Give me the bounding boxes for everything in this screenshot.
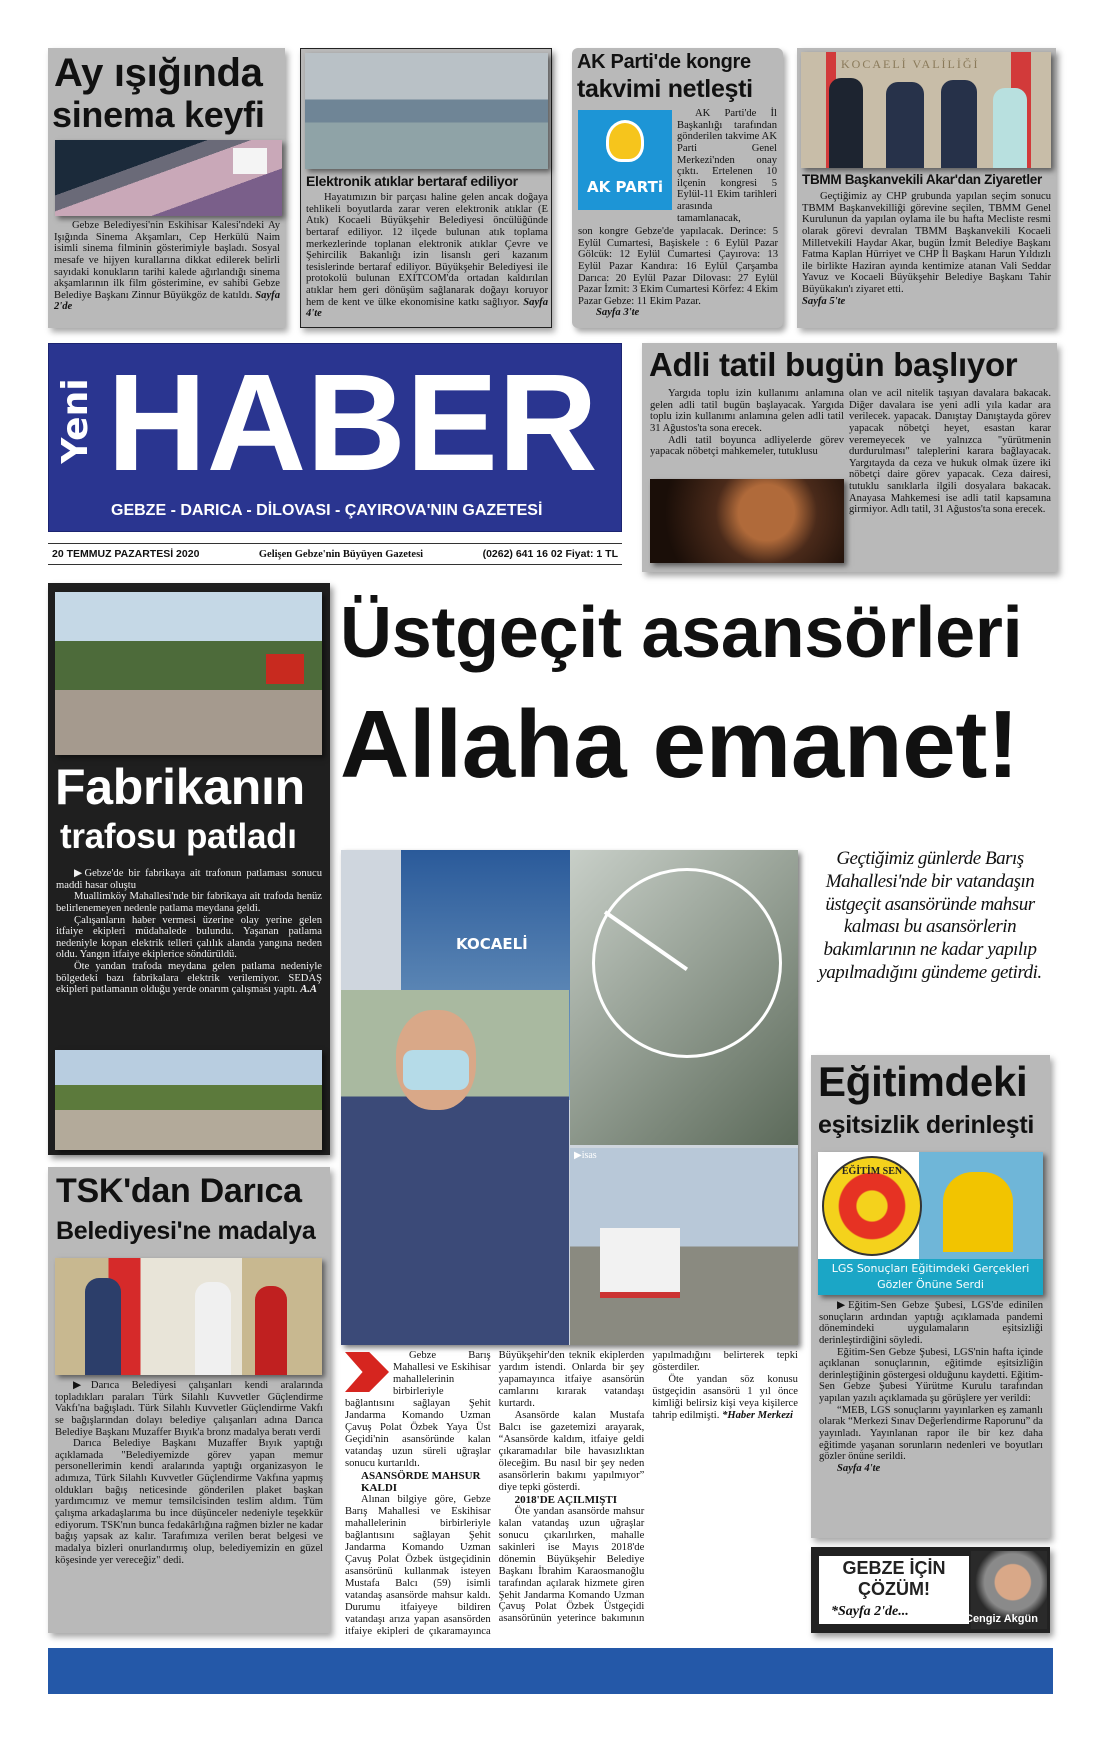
akparti-headline-2: takvimi netleşti bbox=[577, 75, 753, 103]
adli-col1: Yargıda toplu izin kullanımı anlamına gelen adli tatil bugün başlayacak. Yargıda toplu izin kullanımı anlamına gelen adli tatil 31 Ağustos'ta sona erecek. Adli tatil boyunca adliyelerde görev yapacak nöbetçi mahkemeler, tutuklusu bbox=[650, 388, 844, 458]
fabrika-headline-2: trafosu patladı bbox=[60, 817, 297, 856]
person bbox=[195, 1282, 231, 1375]
person bbox=[255, 1286, 287, 1375]
egitim-photo-caption: LGS Sonuçları Eğitimdeki Gerçekleri Gözler Önüne Serdi bbox=[818, 1259, 1043, 1295]
elevator-photo bbox=[570, 850, 798, 1145]
tbmm-photo-sign: KOCAELİ VALİLİĞİ bbox=[841, 57, 980, 71]
masthead-title: HABER bbox=[107, 346, 598, 500]
dateline bbox=[48, 543, 622, 565]
tbmm-body: Geçtiğimiz ay CHP grubunda yapılan seçim sonucu TBMM Başkanvekilliği görevine seçilen, TBMM Genel Kurulunun da yapılan oylama ile bu hafta Mecliste resmi olarak görevi devralan TBMM Başkanvekili Kocaeli Milletvekili Haydar Akar, bugün İzmit Belediye Başkanı Fatma Kaplan Hürriyet ve CHP İl Başkanı Harun Yıldızlı ile birlikte Haziran ayında kentimize atanan Vali Seddar Yavuz ve Kocaeli Büyükşehir Belediye Başkanı Tahir Büyükakın'ı ziyaret etti. Sayfa 5'te bbox=[802, 191, 1051, 307]
column-page-ref: *Sayfa 2'de... bbox=[831, 1604, 909, 1619]
man-photo bbox=[341, 990, 569, 1345]
masthead-prefix: Yeni bbox=[55, 378, 96, 464]
issue-date: 20 TEMMUZ PAZARTESİ 2020 bbox=[52, 548, 200, 560]
author-name: Cengiz Akgün bbox=[965, 1613, 1038, 1625]
akparti-logo-text: AK PARTi bbox=[587, 178, 663, 196]
person bbox=[993, 88, 1027, 168]
story-fabrika[interactable] bbox=[48, 583, 330, 1155]
cinema-headline-2: sinema keyfi bbox=[52, 94, 265, 135]
tsk-photo bbox=[55, 1258, 322, 1375]
main-spot: Geçtiğimiz günlerde Barış Mahallesi'nde bir vatandaşın üstgeçit asansöründe mahsur kalması bu asansörlerin bakımlarının ne kadar yapılıp yapılmadığını gündeme getirdi. bbox=[818, 848, 1042, 983]
ewaste-body: Hayatımızın bir parçası haline gelen ancak doğaya tehlikeli boyutlarda zarar veren elektronik atıklar (E Atık) Kocaeli Büyükşehir Belediyesi öncülüğünde bertaraf ediliyor. 12 ilçede bulunan atık toplama merkezlerinde toplanan elektronik atıklar Çevre ve Şehircilik Bakanlığı izin lisanslı geri kazanım tesislerinde bertaraf ediliyor. Büyükşehir Belediyesi ile protokolü bulunan EXITCOM'da ortadan kaldırılan atıklar hem geri dönüşüm sağlanarak doğayı koruyor hem de kent ve ülke ekonomisine katkı sağlıyor. Sayfa 4'te bbox=[306, 192, 548, 320]
adli-headline: Adli tatil bugün başlıyor bbox=[649, 346, 1018, 383]
person bbox=[886, 82, 924, 168]
cinema-screen bbox=[233, 148, 267, 174]
tsk-headline-2: Belediyesi'ne madalya bbox=[56, 1217, 316, 1245]
gavel-photo bbox=[650, 479, 844, 563]
adli-col2: olan ve acil nitelik taşıyan davalara bakacak. Diğer davalara ise yeni adli yıla kadar ara verilecek. yapacak. Danıştay Danıştayda görev yapacak nöbetçi heyet, esastan karar veremeyecek ve yalnızca "yürütmenin durdurulması" taleplerini karara bağlayacak. Yargıtayda da ceza ve hukuk olmak üzere iki nöbetçi daire görev yapacak. Ceza dairesi, tutuklu sanıklarla ilgili dosyalara bakacak. Anayasa Mahkemesi ise adli tatil kapsamına girmiyor. Adlı tatil, 31 Ağustos'ta sona erecek. bbox=[849, 388, 1051, 516]
akparti-body-bottom: son kongre Gebze'de yapılacak. Derince: 5 Eylül Cumartesi, Başiskele : 6 Eylül Pazar Gölcük: 12 Eylül Cumartesi Çayırova: 13 Eylül Pazar Kandıra: 16 Eylül Çarşamba Darıca: 20 Eylül Pazar Dilovası: 27 Eylül Pazar İzmit: 3 Ekim Cumartesi Körfez: 4 Ekim Pazar Gebze: 11 Ekim Pazar. Sayfa 3'te bbox=[578, 226, 778, 319]
ewaste-photo bbox=[305, 53, 548, 169]
egitim-headline-2: eşitsizlik derinleşti bbox=[818, 1111, 1035, 1139]
tsk-body: ▶Darıca Belediyesi çalışanları kendi aralarında topladıkları paraları Türk Silahlı Kuvvetler Güçlendirme Vakfı'na bağışladı. Türk Silahlı Kuvvetler Güçlendirme Vakfı se bağışlarından dolayı belediye çalışanları adına Darıca Belediye Başkanı Muzaffer Bıyık'a bronz madalya beratı verdi Darıca Belediye Başkanı Muzaffer Bıyık yaptığı açıklamada "Belediyemizde görev yapan memur personellerimin kendi aralarında yaptığı organizasyon le adımıza, Türk Silahlı Kuvvetler Güçlendirme Vakfına yapmış oldukları bağış neticesinde gönderilen plaket başkan yardımcımız ve memur temsilcisinden teslim aldım. Tüm çalışma arkadaşlarıma bu ince düşünceler nedeniyle teşekkür ediyorum. TSK'nın bunca fedakârlığına rağmen bizler ne kadar bağış yapsak az kalır. Tarafımıza verilen berat belgesi ve madalya bizleri onurlandırmış olup, belediyemizin en güzel köşesinde yer vereceğiz" dedi. bbox=[55, 1380, 323, 1566]
tbmm-headline: TBMM Başkanvekili Akar'dan Ziyaretler bbox=[802, 172, 1042, 187]
story-ewaste[interactable] bbox=[300, 48, 552, 328]
story-adli-tatil[interactable] bbox=[642, 343, 1057, 572]
story-tsk[interactable] bbox=[48, 1167, 330, 1633]
story-cinema[interactable] bbox=[48, 48, 285, 328]
main-headline-1: Üstgeçit asansörleri bbox=[340, 593, 1023, 673]
lightbulb-icon bbox=[606, 120, 644, 162]
cinema-photo bbox=[55, 140, 282, 216]
student-photo bbox=[943, 1172, 1013, 1252]
slogan: Gelişen Gebze'nin Büyüyen Gazetesi bbox=[258, 548, 424, 560]
story-tbmm[interactable] bbox=[797, 48, 1056, 328]
egitim-headline-1: Eğitimdeki bbox=[818, 1058, 1028, 1105]
story-egitim[interactable] bbox=[811, 1055, 1050, 1538]
tsk-headline-1: TSK'dan Darıca bbox=[56, 1172, 302, 1210]
face-mask bbox=[403, 1050, 469, 1090]
egitim-sen-logo: EĞİTİM SEN bbox=[822, 1156, 922, 1256]
person bbox=[85, 1278, 121, 1375]
highlight-circle bbox=[592, 868, 782, 1058]
phone-price: (0262) 641 16 02 Fiyat: 1 TL bbox=[482, 548, 618, 560]
story-akparti[interactable] bbox=[572, 48, 783, 328]
tbmm-photo bbox=[801, 52, 1051, 168]
egitim-photo bbox=[818, 1152, 1043, 1295]
column-title: GEBZE İÇİN ÇÖZÜM! bbox=[842, 1558, 946, 1599]
cinema-headline-1: Ay ışığında bbox=[54, 51, 263, 95]
fire-truck bbox=[266, 654, 304, 684]
main-article: Gebze Barış Mahallesi ve Eskihisar mahallelerinin birbirleriyle bağlantısını sağlayan Şehit Jandarma Komando Uzman Çavuş Polat Özbek Yaya Üst Geçidi'nin asansöründe kalan vatandaş uzun süreli uğraşlar sonucu kurtarıldı. ASANSÖRDE MAHSUR KALDI Alınan bilgiye göre, Gebze Barış Mahallesi ve Eskihisar mahallelerinin birbirleriyle bağlantısını sağlayan Şehit Jandarma Komando Uzman Çavuş Polat Özbek üstgeçidinin asansörünü kullanmak isteyen Mustafa Balcı (59) isimli vatandaş asansörde mahsur kaldı. Durumu itfaiyeye bildiren vatandaşı arıza yapan asansörden itfaiye ekipleri de çıkaramayınca Büyükşehir'den teknik ekiplerden yardım istendi. Onlarda bir şey yapamayınca itfaiye asansörün camlarını kırarak vatandaşı kurtardı. Asansörde kalan Mustafa Balcı ise gazetemizi arayarak, “Asansörde kaldım, itfaiye geldi çıkaramadılar bile havasızlıktan öleceğim. Bu nasıl bir şey neden asansörlerin bakımı yapılmıyor” diye tepki gösterdi. 2018'DE AÇILMIŞTI Öte yandan asansörde mahsur kalan vatandaş uzun uğraşlar sonucu çıkarılırken, mahalle sakinleri ise Mayıs 2018'de dönemin Büyükşehir Belediye Başkanı İbrahim Karaosmanoğlu tarafından açılarak hizmete giren Şehit Jandarma Komando Uzman Çavuş Polat Özbek Üstgeçidi asansörünün yeterince bakımının yapılmadığını belirterek tepki gösterdiler. Öte yandan söz konusu üstgeçidin asansörü 1 yıl önce kimliği belirsiz kişi veya kişilerce tahrip edilmişti. *Haber Merkezi bbox=[345, 1350, 798, 1637]
cinema-body: Gebze Belediyesi'nin Eskihisar Kalesi'ndeki Ay Işığında Sinema Akşamları, Cep Herkülü Naim isimli sinema filminin gösterimiyle başladı. Sosyal mesafe ve hijyen kurallarına dikkat edilerek belirli sayıdaki konukların tarihi kalede ağırlandığı sinema akşamlarının ilk film gösterimine, ev sahibi Gebze Belediye Başkanı Zinnur Büyükgöz de katıldı. Sayfa 2'de bbox=[54, 220, 280, 313]
fabrika-headline-1: Fabrikanın bbox=[55, 759, 305, 815]
akparti-headline-1: AK Parti'de kongre bbox=[577, 51, 751, 73]
ambulance bbox=[600, 1228, 680, 1298]
fabrika-body: ▶Gebze'de bir fabrikaya ait trafonun patlaması sonucu maddi hasar oluştu Muallimköy Mahallesi'nde bir fabrikaya ait trafoda henüz belirlenemeyen nedenle patlama meydana geldi. Çalışanların haber vermesi üzerine olay yerine gelen itfaiye ekipleri müdahalede bulundu. Yaşanan patlama nedeniyle kopan elektrik telleri çalılık alanda yangına neden oldu. Yangın itfaiye ekiplerice söndürüldü. Öte yandan trafoda meydana gelen patlama nedeniyle bölgedeki bazı fabrikalara elektrik verilemiyor. SEDAŞ ekipleri patlamanın olduğu yerde onarım çalışması yaptı. A.A bbox=[56, 868, 322, 996]
photo-caption: ▶isas bbox=[574, 1150, 597, 1161]
egitim-body: ▶Eğitim-Sen Gebze Şubesi, LGS'de edinilen sonuçların ardından yaptığı açıklamada pandemi dönemindeki uygulamaların eşitsizliği derinleştirdiğini söyledi. Eğitim-Sen Gebze Şubesi, LGS'nin hafta içinde açıklanan sonuçlarının, eğitimde eşitsizliğin derinleştiğinin göstergesi olduğunu kaydetti. Eğitim-Sen Gebze Şubesi Yürütme Kurulu tarafından yapılan yazılı açıklamada şu görüşlere yer verildi: “MEB, LGS sonuçlarını yayınlarken eş zamanlı olarak “Merkezi Sınav Değerlendirme Raporunu” da yayınladı. Yayınlanan rapor ile bir kez daha eğitimde yaşanan sorunların nedenleri ve boyutları gözler önüne serildi. Sayfa 4'te bbox=[819, 1300, 1043, 1474]
masthead-tagline: GEBZE - DARICA - DİLOVASI - ÇAYIROVA'NIN GAZETESİ bbox=[111, 502, 543, 519]
person bbox=[829, 78, 863, 168]
bottom-bar bbox=[48, 1648, 1053, 1694]
akparti-body-top: AK Parti'de İl Başkanlığı tarafından gönderilen takvime AK Parti Genel Merkezi'nden onay çıktı. Ertelenen 10 ilçenin kongresi 5 Eylül-11 Ekim tarihleri arasında tamamlanacak, bbox=[677, 108, 777, 224]
ewaste-headline: Elektronik atıklar bertaraf ediliyor bbox=[306, 173, 518, 189]
column-promo-cengiz-akgun[interactable] bbox=[811, 1547, 1050, 1633]
road-photo bbox=[55, 1050, 322, 1150]
main-photo bbox=[341, 850, 798, 1345]
ambulance-photo bbox=[570, 1148, 798, 1345]
fire-photo bbox=[55, 592, 322, 755]
masthead bbox=[48, 343, 622, 532]
building-sign: KOCAELİ bbox=[456, 935, 528, 953]
person bbox=[941, 80, 977, 168]
akparti-logo bbox=[578, 110, 672, 210]
main-headline-2: Allaha emanet! bbox=[340, 691, 1019, 798]
